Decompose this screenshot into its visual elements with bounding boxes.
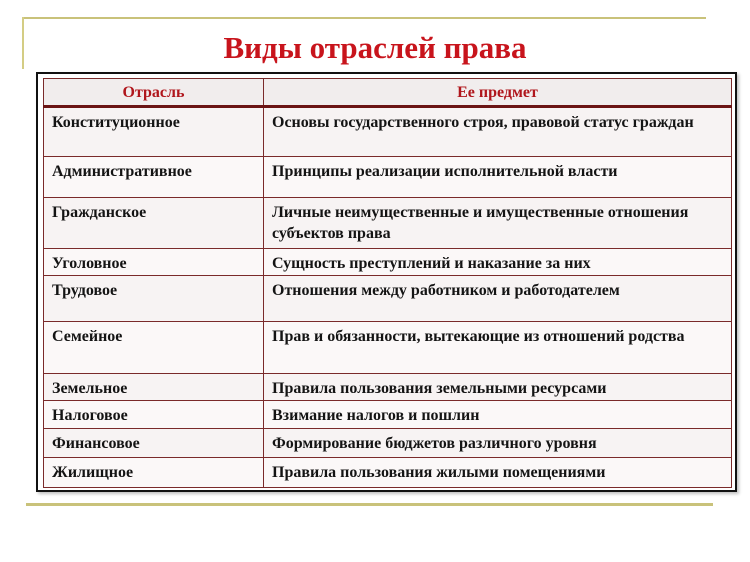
table-row (44, 374, 732, 401)
table-row (44, 157, 732, 198)
table-row (44, 249, 732, 276)
branch-cell: Земельное (44, 374, 264, 401)
table-row (44, 429, 732, 458)
branch-cell: Административное (44, 157, 264, 198)
table-row (44, 276, 732, 322)
page-title: Виды отраслей права (223, 30, 527, 65)
subject-cell: Сущность преступлений и наказание за них (264, 249, 732, 276)
subject-cell: Взимание налогов и пошлин (264, 401, 732, 429)
subject-cell: Личные неимущественные и имущественные отношения субъектов права (264, 198, 732, 249)
table-header-row (44, 79, 732, 107)
branch-cell: Семейное (44, 322, 264, 374)
subject-cell: Основы государственного строя, правовой статус граждан (264, 107, 732, 157)
table-row (44, 458, 732, 488)
branch-cell: Трудовое (44, 276, 264, 322)
decorative-bottom-line (26, 503, 713, 506)
column-header-subject: Ее предмет (264, 79, 732, 107)
branch-cell: Уголовное (44, 249, 264, 276)
branch-cell: Налоговое (44, 401, 264, 429)
subject-cell: Принципы реализации исполнительной власти (264, 157, 732, 198)
table-frame (36, 72, 737, 492)
law-branches-table (43, 78, 732, 488)
column-header-branch: Отрасль (44, 79, 264, 107)
table-row (44, 107, 732, 157)
subject-cell: Формирование бюджетов различного уровня (264, 429, 732, 458)
table-row (44, 198, 732, 249)
branch-cell: Жилищное (44, 458, 264, 488)
branch-cell: Финансовое (44, 429, 264, 458)
subject-cell: Отношения между работником и работодателем (264, 276, 732, 322)
table-row (44, 401, 732, 429)
subject-cell: Правила пользования земельными ресурсами (264, 374, 732, 401)
table-row (44, 322, 732, 374)
decorative-top-line (22, 17, 706, 19)
branch-cell: Конституционное (44, 107, 264, 157)
subject-cell: Прав и обязанности, вытекающие из отношений родства (264, 322, 732, 374)
subject-cell: Правила пользования жилыми помещениями (264, 458, 732, 488)
branch-cell: Гражданское (44, 198, 264, 249)
